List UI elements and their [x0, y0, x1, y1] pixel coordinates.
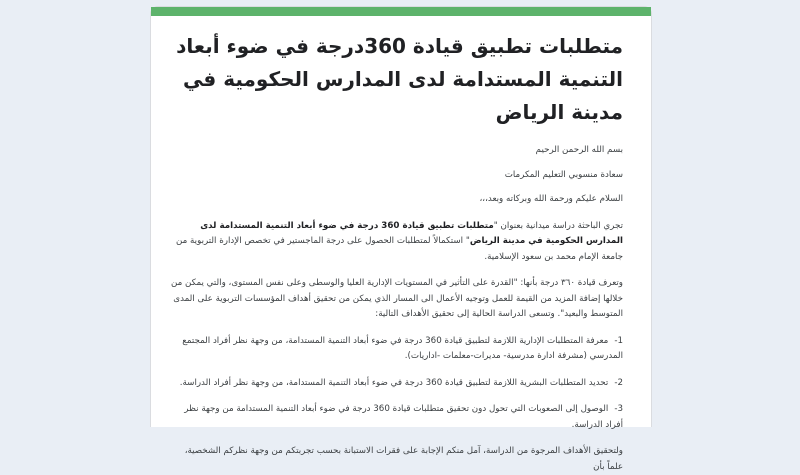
greeting-text: السلام عليكم ورحمة الله وبركاته وبعد،،، — [479, 194, 623, 204]
goal-item — [169, 402, 623, 433]
closing-paragraph: ولتحقيق الأهداف المرجوة من الدراسة، آمل منكم الإجابة على فقرات الاستبانة بحسب تجربتكم من وجهة نظركم الشخصية، علماً بأن — [184, 446, 623, 472]
goal-text: تحديد المتطلبات البشرية اللازمة لتطبيق قيادة 360 درجة في ضوء أبعاد التنمية المستدامة، من وجهة نظر أفراد الدراسة. — [179, 377, 609, 388]
form-description — [169, 143, 623, 475]
form-header — [151, 16, 651, 475]
goal-item — [169, 334, 623, 365]
address-text: سعادة منسوبي التعليم المكرمات — [504, 169, 623, 180]
goal-text: الوصول إلى الصعوبات التي تحول دون تحقيق متطلبات قيادة 360 درجة في ضوء أبعاد التنمية المستدامة من وجهة نظر أفراد الدراسة. — [184, 404, 623, 430]
intro-paragraph — [169, 219, 623, 266]
goal-number: 1- — [614, 335, 623, 346]
goal-number: 3- — [614, 404, 623, 414]
intro-prefix: تجري الباحثة دراسة ميدانية بعنوان " — [493, 220, 623, 231]
intro-suffix: " استكمالاً لمتطلبات الحصول على درجة الماجستير في تخصص الإدارة التربوية من جامعة الإمام محمد بن سعود الإسلامية. — [175, 236, 623, 262]
goal-item — [169, 376, 623, 392]
form-card — [150, 6, 652, 472]
study-title: متطلبات تطبيق قيادة 360 درجة في ضوء أبعاد التنمية المستدامة لدى المدارس الحكومية في مدينة الرياض — [200, 220, 623, 246]
goal-text: معرفة المتطلبات الإدارية اللازمة لتطبيق قيادة 360 درجة في ضوء أبعاد التنمية المستدامة، من وجهة نظر أفراد المجتمع المدرسي (مشرفة ادارة مدرسية- مديرات-معلمات -اداريات). — [182, 335, 623, 361]
definition-paragraph: وتعرف قيادة ٣٦٠ درجة بأنها: "القدرة على التأثير في المستويات الإدارية العليا والوسطى وعلى نفس المستوى، والتي يمكن من خلالها إضافة المزيد من القيمة للعمل وتوجيه الأعمال الى المسار الذي يمكن من تحقيق أهداف المؤسسات التربوية على المدى المتوسط والبعيد". وتسعى الدراسة الحالية إلى تحقيق الأهداف التالية: — [171, 278, 623, 319]
form-accent-bar — [151, 7, 651, 16]
basmala-text: بسم الله الرحمن الرحيم — [535, 145, 623, 155]
form-title: متطلبات تطبيق قيادة 360درجة في ضوء أبعاد التنمية المستدامة لدى المدارس الحكومية في مدينة الرياض — [176, 34, 623, 124]
goal-number: 2- — [614, 377, 623, 388]
